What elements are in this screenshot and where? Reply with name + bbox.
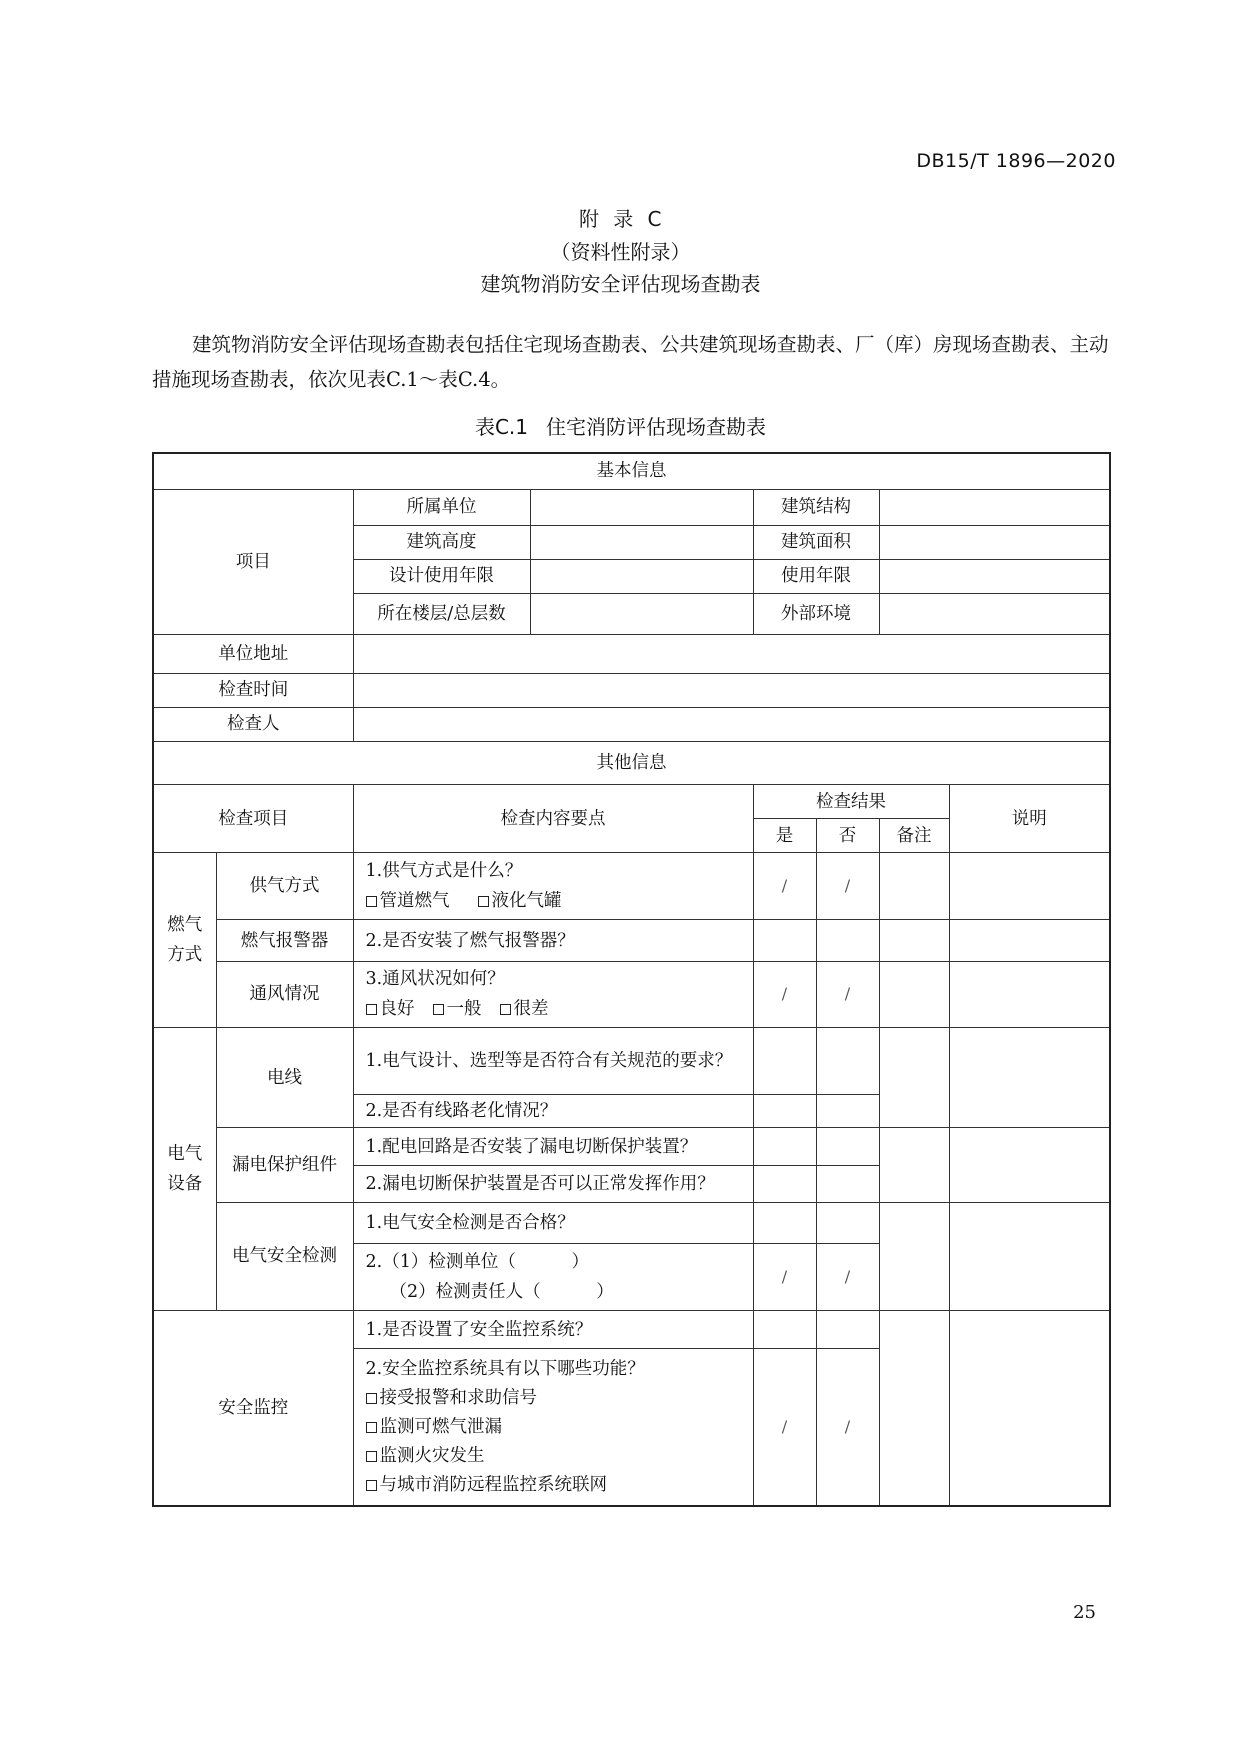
check-time-label: 检查时间 xyxy=(153,673,353,707)
yes-cell[interactable] xyxy=(753,1027,816,1094)
field-value-cell[interactable] xyxy=(530,525,753,559)
elec-leak-question-2: 2.漏电切断保护装置是否可以正常发挥作用？ xyxy=(353,1166,753,1202)
elec-test-question-1: 1.电气安全检测是否合格？ xyxy=(353,1202,753,1243)
check-time-value[interactable] xyxy=(353,673,1110,707)
field-value-cell[interactable] xyxy=(879,525,1110,559)
field-value-cell[interactable] xyxy=(879,489,1110,525)
remark-cell[interactable] xyxy=(879,853,949,920)
yes-cell[interactable] xyxy=(753,920,816,961)
no-cell[interactable] xyxy=(816,1166,879,1202)
yes-slash: / xyxy=(753,853,816,920)
no-cell[interactable] xyxy=(816,920,879,961)
intro-text: 建筑物消防安全评估现场查勘表包括住宅现场查勘表、公共建筑现场查勘表、厂（库）房现场查勘表、主动措施现场查勘表，依次见表C.1～表C.4。 xyxy=(152,333,1109,391)
no-slash: / xyxy=(816,1349,879,1506)
col-yes: 是 xyxy=(753,819,816,853)
yes-cell[interactable] xyxy=(753,1311,816,1349)
checkbox-icon xyxy=(500,1004,511,1015)
other-info-header: 其他信息 xyxy=(153,741,1110,784)
no-slash: / xyxy=(816,1243,879,1310)
field-value-cell[interactable] xyxy=(879,559,1110,593)
field-label: 所在楼层/总层数 xyxy=(353,594,530,635)
elec-wire-question-1: 1.电气设计、选型等是否符合有关规范的要求？ xyxy=(353,1027,753,1094)
checkbox-icon xyxy=(366,1422,377,1433)
monitor-question-2 xyxy=(353,1349,753,1506)
elec-test-question-2 xyxy=(353,1243,753,1310)
checkbox-option[interactable] xyxy=(366,1413,745,1442)
table-caption xyxy=(0,411,1241,440)
gas-alarm-label: 燃气报警器 xyxy=(216,920,353,961)
monitor-label: 安全监控 xyxy=(153,1311,353,1506)
document-code: DB15/T 1896—2020 xyxy=(916,150,1116,172)
option-label: 很差 xyxy=(513,999,549,1020)
checkbox-icon xyxy=(478,896,489,907)
option-label: 接受报警和求助信号 xyxy=(379,1387,537,1408)
col-note: 说明 xyxy=(949,785,1110,853)
yes-slash: / xyxy=(753,1349,816,1506)
gas-vent-options xyxy=(366,994,745,1024)
option-label: 一般 xyxy=(446,999,482,1020)
monitor-question-1: 1.是否设置了安全监控系统？ xyxy=(353,1311,753,1349)
remark-cell[interactable] xyxy=(879,1311,949,1506)
no-cell[interactable] xyxy=(816,1027,879,1094)
col-check-item: 检查项目 xyxy=(153,785,353,853)
checkbox-icon xyxy=(433,1004,444,1015)
elec-test-label: 电气安全检测 xyxy=(216,1202,353,1310)
elec-leak-label: 漏电保护组件 xyxy=(216,1128,353,1202)
unit-address-label: 单位地址 xyxy=(153,635,353,673)
field-value-cell[interactable] xyxy=(530,594,753,635)
note-cell[interactable] xyxy=(949,961,1110,1027)
intro-paragraph xyxy=(152,327,1122,397)
checkbox-option[interactable] xyxy=(366,1384,745,1413)
checkbox-icon xyxy=(366,1480,377,1491)
yes-slash: / xyxy=(753,961,816,1027)
no-cell[interactable] xyxy=(816,1095,879,1128)
option-label: 监测火灾发生 xyxy=(379,1445,485,1466)
inspector-value[interactable] xyxy=(353,707,1110,741)
appendix-title: 附 录 C xyxy=(579,207,662,231)
gas-alarm-question: 2.是否安装了燃气报警器？ xyxy=(353,920,753,961)
option-label: 良好 xyxy=(379,999,415,1020)
field-label: 建筑结构 xyxy=(753,489,879,525)
elec-group-label xyxy=(153,1027,216,1310)
checkbox-icon xyxy=(366,1451,377,1462)
gas-supply-options xyxy=(366,886,745,916)
checkbox-icon xyxy=(366,896,377,907)
remark-cell[interactable] xyxy=(879,1128,949,1202)
checkbox-option[interactable] xyxy=(366,1471,745,1500)
remark-cell[interactable] xyxy=(879,1202,949,1310)
checkbox-option[interactable] xyxy=(366,891,450,911)
test-unit-line: 2.（1）检测单位（ ） xyxy=(365,1251,589,1272)
yes-slash: / xyxy=(753,1243,816,1310)
test-person-line: （2）检测责任人（ ） xyxy=(389,1281,614,1302)
field-value-cell[interactable] xyxy=(530,559,753,593)
remark-cell[interactable] xyxy=(879,961,949,1027)
no-slash: / xyxy=(816,961,879,1027)
note-cell[interactable] xyxy=(949,1027,1110,1127)
option-label: 液化气罐 xyxy=(491,891,562,912)
gas-group-label xyxy=(153,853,216,1028)
appendix-type: （资料性附录） xyxy=(550,240,691,264)
field-label: 建筑面积 xyxy=(753,525,879,559)
no-cell[interactable] xyxy=(816,1128,879,1166)
survey-table xyxy=(152,452,1111,1507)
elec-wire-label: 电线 xyxy=(216,1027,353,1127)
elec-group-text: 电气设备 xyxy=(167,1143,203,1194)
checkbox-icon xyxy=(366,1393,377,1404)
field-label: 所属单位 xyxy=(353,489,530,525)
field-label: 使用年限 xyxy=(753,559,879,593)
note-cell[interactable] xyxy=(949,1311,1110,1506)
checkbox-option[interactable] xyxy=(366,1442,745,1471)
note-cell[interactable] xyxy=(949,1128,1110,1202)
col-check-content: 检查内容要点 xyxy=(353,785,753,853)
option-label: 管道燃气 xyxy=(379,891,450,912)
page-number: 25 xyxy=(1073,1602,1096,1623)
yes-cell[interactable] xyxy=(753,1095,816,1128)
checkbox-option[interactable] xyxy=(500,999,549,1019)
field-label: 外部环境 xyxy=(753,594,879,635)
gas-group-text: 燃气方式 xyxy=(167,915,203,966)
note-cell[interactable] xyxy=(949,853,1110,920)
gas-supply-label: 供气方式 xyxy=(216,853,353,920)
field-label: 建筑高度 xyxy=(353,525,530,559)
checkbox-icon xyxy=(366,1004,377,1015)
no-slash: / xyxy=(816,853,879,920)
col-remark: 备注 xyxy=(879,819,949,853)
col-no: 否 xyxy=(816,819,879,853)
note-cell[interactable] xyxy=(949,920,1110,961)
note-cell[interactable] xyxy=(949,1202,1110,1310)
gas-vent-content xyxy=(353,961,753,1027)
elec-wire-question-2: 2.是否有线路老化情况？ xyxy=(353,1095,753,1128)
unit-address-value[interactable] xyxy=(353,635,1110,673)
elec-leak-question-1: 1.配电回路是否安装了漏电切断保护装置？ xyxy=(353,1128,753,1166)
no-cell[interactable] xyxy=(816,1311,879,1349)
option-label: 监测可燃气泄漏 xyxy=(379,1416,502,1437)
gas-supply-content xyxy=(353,853,753,920)
field-label: 设计使用年限 xyxy=(353,559,530,593)
gas-vent-label: 通风情况 xyxy=(216,961,353,1027)
remark-cell[interactable] xyxy=(879,1027,949,1127)
checkbox-option[interactable] xyxy=(478,891,562,911)
field-value-cell[interactable] xyxy=(530,489,753,525)
yes-cell[interactable] xyxy=(753,1128,816,1166)
basic-info-header: 基本信息 xyxy=(153,453,1110,489)
no-cell[interactable] xyxy=(816,1202,879,1243)
monitor-question-2-text: 2.安全监控系统具有以下哪些功能？ xyxy=(365,1358,645,1379)
appendix-name: 建筑物消防安全评估现场查勘表 xyxy=(480,272,761,296)
table-caption-number: 表C.1 xyxy=(474,415,529,439)
option-label: 与城市消防远程监控系统联网 xyxy=(379,1474,607,1495)
checkbox-option[interactable] xyxy=(366,999,415,1019)
yes-cell[interactable] xyxy=(753,1166,816,1202)
table-caption-title: 住宅消防评估现场查勘表 xyxy=(546,415,767,439)
field-value-cell[interactable] xyxy=(879,594,1110,635)
item-label: 项目 xyxy=(153,489,353,635)
col-check-result: 检查结果 xyxy=(753,785,949,819)
gas-supply-question: 1.供气方式是什么？ xyxy=(365,861,523,882)
inspector-label: 检查人 xyxy=(153,707,353,741)
remark-cell[interactable] xyxy=(879,920,949,961)
checkbox-option[interactable] xyxy=(433,999,482,1019)
yes-cell[interactable] xyxy=(753,1202,816,1243)
gas-vent-question: 3.通风状况如何？ xyxy=(365,969,505,990)
